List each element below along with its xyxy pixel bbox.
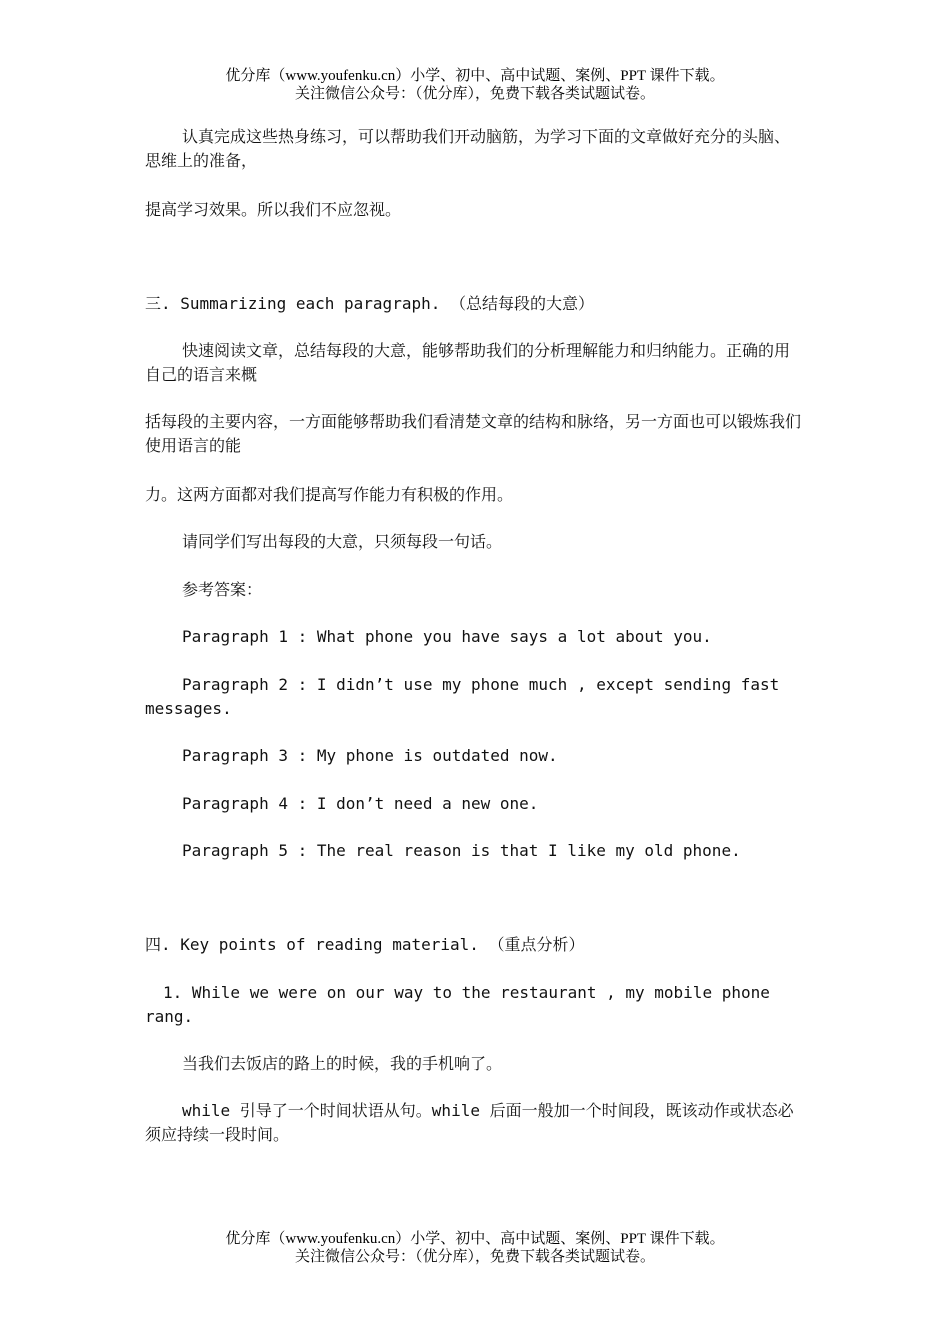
footer-line-1: 优分库（www.youfenku.cn）小学、初中、高中试题、案例、PPT 课件下载。 (225, 1231, 725, 1247)
paragraph-instruction: 请同学们写出每段的大意，只须每段一句话。 (182, 532, 503, 551)
paragraph-summarize-intro: 快速阅读文章，总结每段的大意，能够帮助我们的分析理解能力和归纳能力。正确的用自己的语言来概 (145, 341, 791, 384)
key-point-1: 1. While we were on our way to the restaurant , my mobile phone rang. (145, 983, 770, 1026)
paragraph-summarize-end: 力。这两方面都对我们提高写作能力有积极的作用。 (145, 485, 514, 504)
section-3-heading: 三. Summarizing each paragraph. （总结每段的大意） (145, 294, 594, 313)
reference-answer-label: 参考答案： (182, 580, 263, 599)
header-line-2: 关注微信公众号：（优分库），免费下载各类试题试卷。 (294, 86, 655, 102)
key-point-1-translation: 当我们去饭店的路上的时候，我的手机响了。 (182, 1054, 503, 1073)
paragraph-warmup: 认真完成这些热身练习，可以帮助我们开动脑筋，为学习下面的文章做好充分的头脑、思维上的准备， (145, 127, 791, 170)
answer-paragraph-3: Paragraph 3 : My phone is outdated now. (182, 746, 558, 765)
answer-paragraph-5: Paragraph 5 : The real reason is that I like my old phone. (182, 841, 741, 860)
answer-paragraph-4: Paragraph 4 : I don’t need a new one. (182, 794, 539, 813)
section-4-heading: 四. Key points of reading material. （重点分析） (145, 935, 585, 954)
key-point-1-note: while 引导了一个时间状语从句。while 后面一般加一个时间段，既该动作或状态必须应持续一段时间。 (145, 1101, 794, 1144)
footer-line-2: 关注微信公众号：（优分库），免费下载各类试题试卷。 (294, 1249, 655, 1265)
page-header (0, 67, 950, 103)
answer-paragraph-1: Paragraph 1 : What phone you have says a lot about you. (182, 627, 712, 646)
page-footer (0, 1230, 950, 1266)
paragraph-warmup-continued: 提高学习效果。所以我们不应忽视。 (145, 200, 402, 219)
header-line-1: 优分库（www.youfenku.cn）小学、初中、高中试题、案例、PPT 课件下载。 (225, 68, 725, 84)
answer-paragraph-2: Paragraph 2 : I didn’t use my phone much , except sending fast messages. (145, 675, 780, 718)
paragraph-summarize-body: 括每段的主要内容，一方面能够帮助我们看清楚文章的结构和脉络，另一方面也可以锻炼我们使用语言的能 (145, 412, 802, 455)
